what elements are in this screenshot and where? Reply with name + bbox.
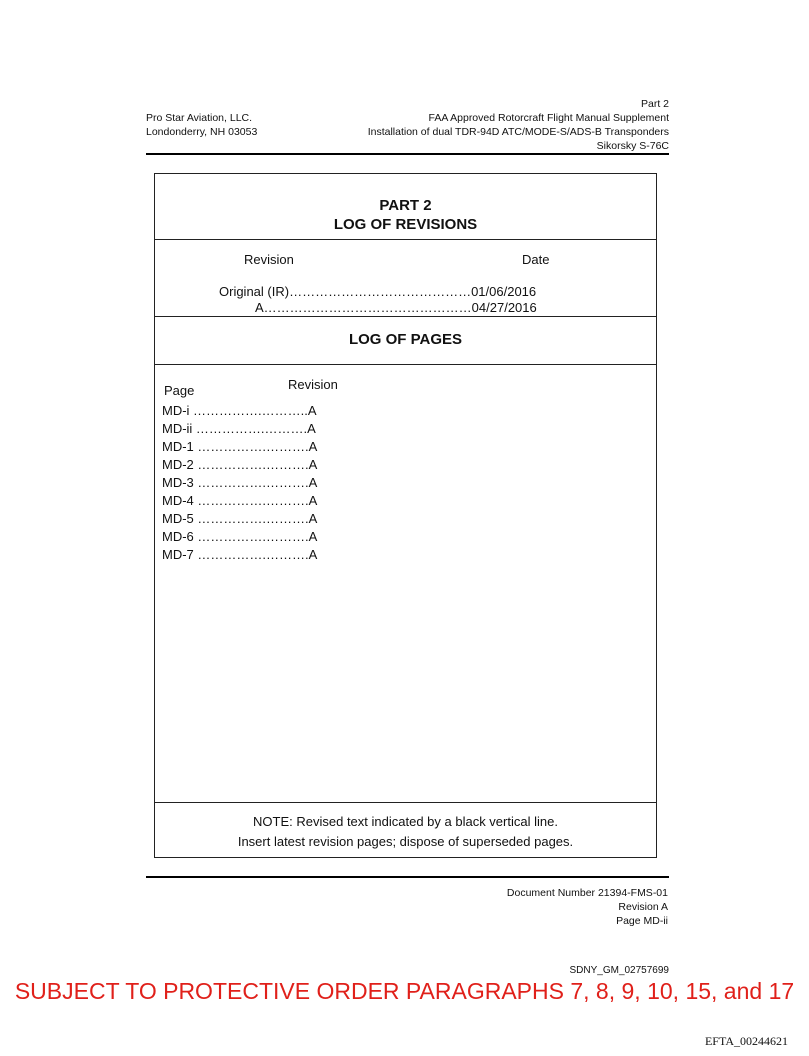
bates-number: SDNY_GM_02757699 (569, 965, 669, 976)
page-revision-column-header: Revision (288, 377, 338, 392)
list-item: MD-5 …………….……….A (162, 511, 318, 526)
manual-title: FAA Approved Rotorcraft Flight Manual Supplement (428, 112, 669, 124)
document-number: Document Number 21394-FMS-01 (506, 887, 668, 899)
aircraft-model: Sikorsky S-76C (596, 140, 669, 152)
revision-row: A…………………………………………04/27/2016 (255, 300, 537, 315)
company-location: Londonderry, NH 03053 (146, 126, 258, 138)
part-label: Part 2 (640, 98, 669, 110)
efta-number: EFTA_00244621 (704, 1034, 788, 1048)
revisions-table (155, 240, 656, 317)
header-divider (146, 153, 669, 155)
installation-title: Installation of dual TDR-94D ATC/MODE-S/ADS-B Transponders (367, 126, 669, 138)
log-of-pages-title: LOG OF PAGES (348, 331, 463, 348)
note-divider (155, 802, 656, 803)
list-item: MD-7 …………….……….A (162, 547, 318, 562)
document-revision: Revision A (618, 901, 668, 913)
page-column-header: Page (164, 383, 195, 398)
list-item: MD-6 …………….……….A (162, 529, 318, 544)
list-item: MD-1 …………….……….A (162, 439, 318, 454)
list-item: MD-i …………….………..A (162, 403, 317, 418)
part-title: PART 2 (379, 197, 432, 214)
revision-row: Original (IR)……………………………………01/06/2016 (219, 284, 537, 299)
header-left (146, 111, 257, 139)
footer-divider (146, 876, 669, 878)
footer (507, 886, 668, 928)
revision-column-header: Revision (244, 252, 294, 267)
date-column-header: Date (522, 252, 550, 267)
note-section (155, 812, 656, 852)
revisions-title-section (155, 174, 656, 240)
list-item: MD-4 …………….……….A (162, 493, 318, 508)
log-of-revisions-title: LOG OF REVISIONS (333, 216, 478, 233)
log-box (154, 173, 657, 858)
list-item: MD-ii …………….……….A (162, 421, 316, 436)
note-line-1: NOTE: Revised text indicated by a black vertical line. (253, 814, 558, 829)
list-item: MD-3 …………….……….A (162, 475, 318, 490)
company-name: Pro Star Aviation, LLC. (146, 112, 253, 124)
page-number: Page MD-ii (616, 915, 668, 927)
list-item: MD-2 …………….……….A (162, 457, 318, 472)
note-line-2: Insert latest revision pages; dispose of superseded pages. (237, 834, 574, 849)
pages-list (162, 402, 317, 564)
protective-order-notice: SUBJECT TO PROTECTIVE ORDER PARAGRAPHS 7, 8, 9, 10, 15, and 17 (14, 978, 795, 1004)
header-right (368, 97, 669, 153)
